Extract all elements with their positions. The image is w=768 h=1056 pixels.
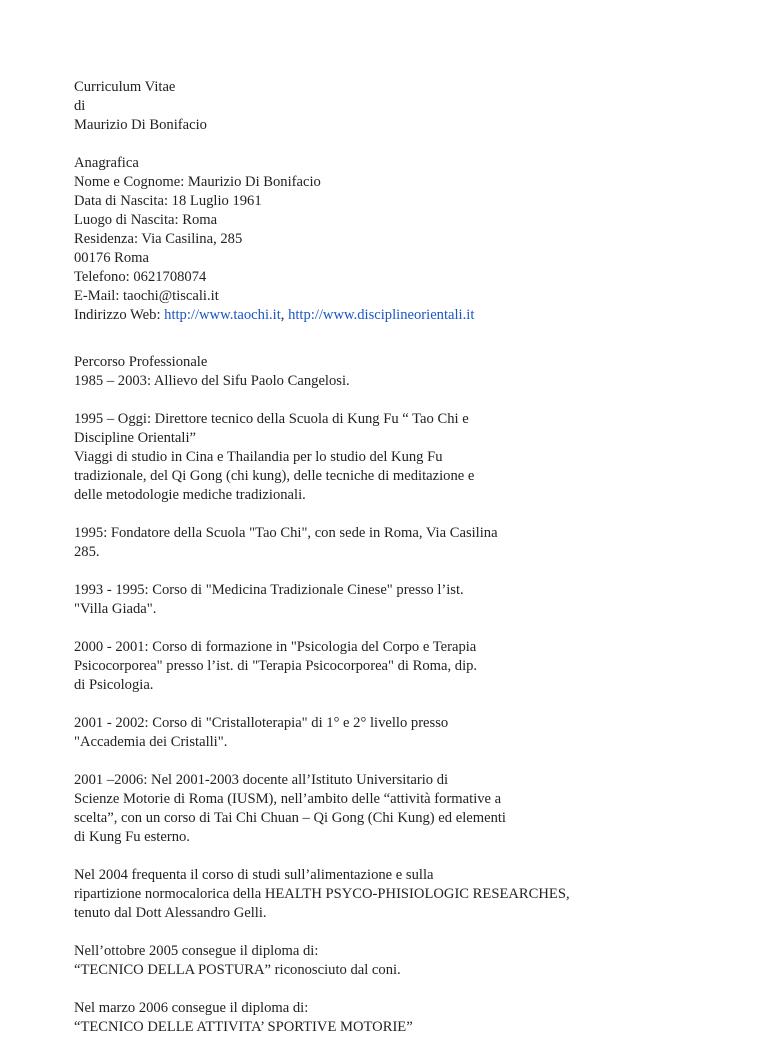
disciplineorientali-link[interactable]: http://www.disciplineorientali.it — [288, 307, 475, 323]
percorso-entry-first: 1985 – 2003: Allievo del Sifu Paolo Cangelosi. — [74, 373, 350, 389]
anagrafica-telefono: Telefono: 0621708074 — [74, 269, 207, 285]
percorso-entry — [74, 866, 714, 923]
cv-title: Curriculum Vitae — [74, 79, 176, 95]
cv-page — [74, 78, 714, 1056]
percorso-heading-block — [74, 353, 714, 391]
percorso-entry-line: Viaggi di studio in Cina e Thailandia per lo studio del Kung Fu — [74, 449, 443, 465]
anagrafica-heading: Anagrafica — [74, 155, 139, 171]
percorso-entry-line: delle metodologie mediche tradizionali. — [74, 487, 306, 503]
anagrafica-data-nascita: Data di Nascita: 18 Luglio 1961 — [74, 193, 262, 209]
percorso-entry — [74, 999, 714, 1037]
percorso-entry-line: 285. — [74, 544, 100, 560]
anagrafica-email: E-Mail: taochi@tiscali.it — [74, 288, 219, 304]
percorso-entry — [74, 410, 714, 505]
web-label: Indirizzo Web: — [74, 307, 165, 323]
percorso-entry-line: di Psicologia. — [74, 677, 154, 693]
cv-author-name: Maurizio Di Bonifacio — [74, 117, 207, 133]
percorso-entry-line: 2001 - 2002: Corso di "Cristalloterapia" di 1° e 2° livello presso — [74, 715, 449, 731]
percorso-entry-line: di Kung Fu esterno. — [74, 829, 190, 845]
percorso-entry-line: tenuto dal Dott Alessandro Gelli. — [74, 905, 267, 921]
percorso-entry — [74, 942, 714, 980]
percorso-entry — [74, 524, 714, 562]
taochi-link[interactable]: http://www.taochi.it — [164, 307, 281, 323]
percorso-entry-line: “TECNICO DELLE ATTIVITA’ SPORTIVE MOTORIE” — [74, 1019, 413, 1035]
web-separator: , — [280, 307, 289, 323]
percorso-entry-line: 2000 - 2001: Corso di formazione in "Psicologia del Corpo e Terapia — [74, 639, 477, 655]
cv-title-block — [74, 78, 714, 135]
percorso-entry-line: 1995 – Oggi: Direttore tecnico della Scuola di Kung Fu “ Tao Chi e — [74, 411, 469, 427]
percorso-entry-line: Nel 2004 frequenta il corso di studi sull’alimentazione e sulla — [74, 867, 434, 883]
percorso-entry-line: "Villa Giada". — [74, 601, 157, 617]
percorso-entry — [74, 638, 714, 695]
percorso-entry-line: 1995: Fondatore della Scuola "Tao Chi", con sede in Roma, Via Casilina — [74, 525, 498, 541]
anagrafica-web — [74, 306, 714, 325]
percorso-entry-line: Scienze Motorie di Roma (IUSM), nell’ambito delle “attività formative a — [74, 791, 502, 807]
percorso-entry-line: “TECNICO DELLA POSTURA” riconosciuto dal coni. — [74, 962, 401, 978]
anagrafica-luogo-nascita: Luogo di Nascita: Roma — [74, 212, 218, 228]
percorso-heading: Percorso Professionale — [74, 354, 208, 370]
anagrafica-cap: 00176 Roma — [74, 250, 149, 266]
anagrafica-nome: Nome e Cognome: Maurizio Di Bonifacio — [74, 174, 321, 190]
anagrafica-residenza: Residenza: Via Casilina, 285 — [74, 231, 243, 247]
percorso-entry-line: Psicocorporea" presso l’ist. di "Terapia Psicocorporea" di Roma, dip. — [74, 658, 478, 674]
percorso-entry-line: scelta”, con un corso di Tai Chi Chuan – Qi Gong (Chi Kung) ed elementi — [74, 810, 506, 826]
percorso-entry — [74, 771, 714, 847]
percorso-entry — [74, 581, 714, 619]
percorso-entry-line: ripartizione normocalorica della HEALTH PSYCO-PHISIOLOGIC RESEARCHES, — [74, 886, 570, 902]
anagrafica-section — [74, 154, 714, 325]
percorso-entry-line: "Accademia dei Cristalli". — [74, 734, 228, 750]
percorso-entries — [74, 410, 714, 1037]
percorso-entry-line: 2001 –2006: Nel 2001-2003 docente all’Istituto Universitario di — [74, 772, 449, 788]
percorso-entry-line: Discipline Orientali” — [74, 430, 196, 446]
percorso-entry-line: Nel marzo 2006 consegue il diploma di: — [74, 1000, 309, 1016]
cv-title-di: di — [74, 98, 86, 114]
percorso-entry-line: Nell’ottobre 2005 consegue il diploma di: — [74, 943, 319, 959]
percorso-entry — [74, 714, 714, 752]
percorso-entry-line: tradizionale, del Qi Gong (chi kung), delle tecniche di meditazione e — [74, 468, 475, 484]
percorso-entry-line: 1993 - 1995: Corso di "Medicina Tradizionale Cinese" presso l’ist. — [74, 582, 464, 598]
